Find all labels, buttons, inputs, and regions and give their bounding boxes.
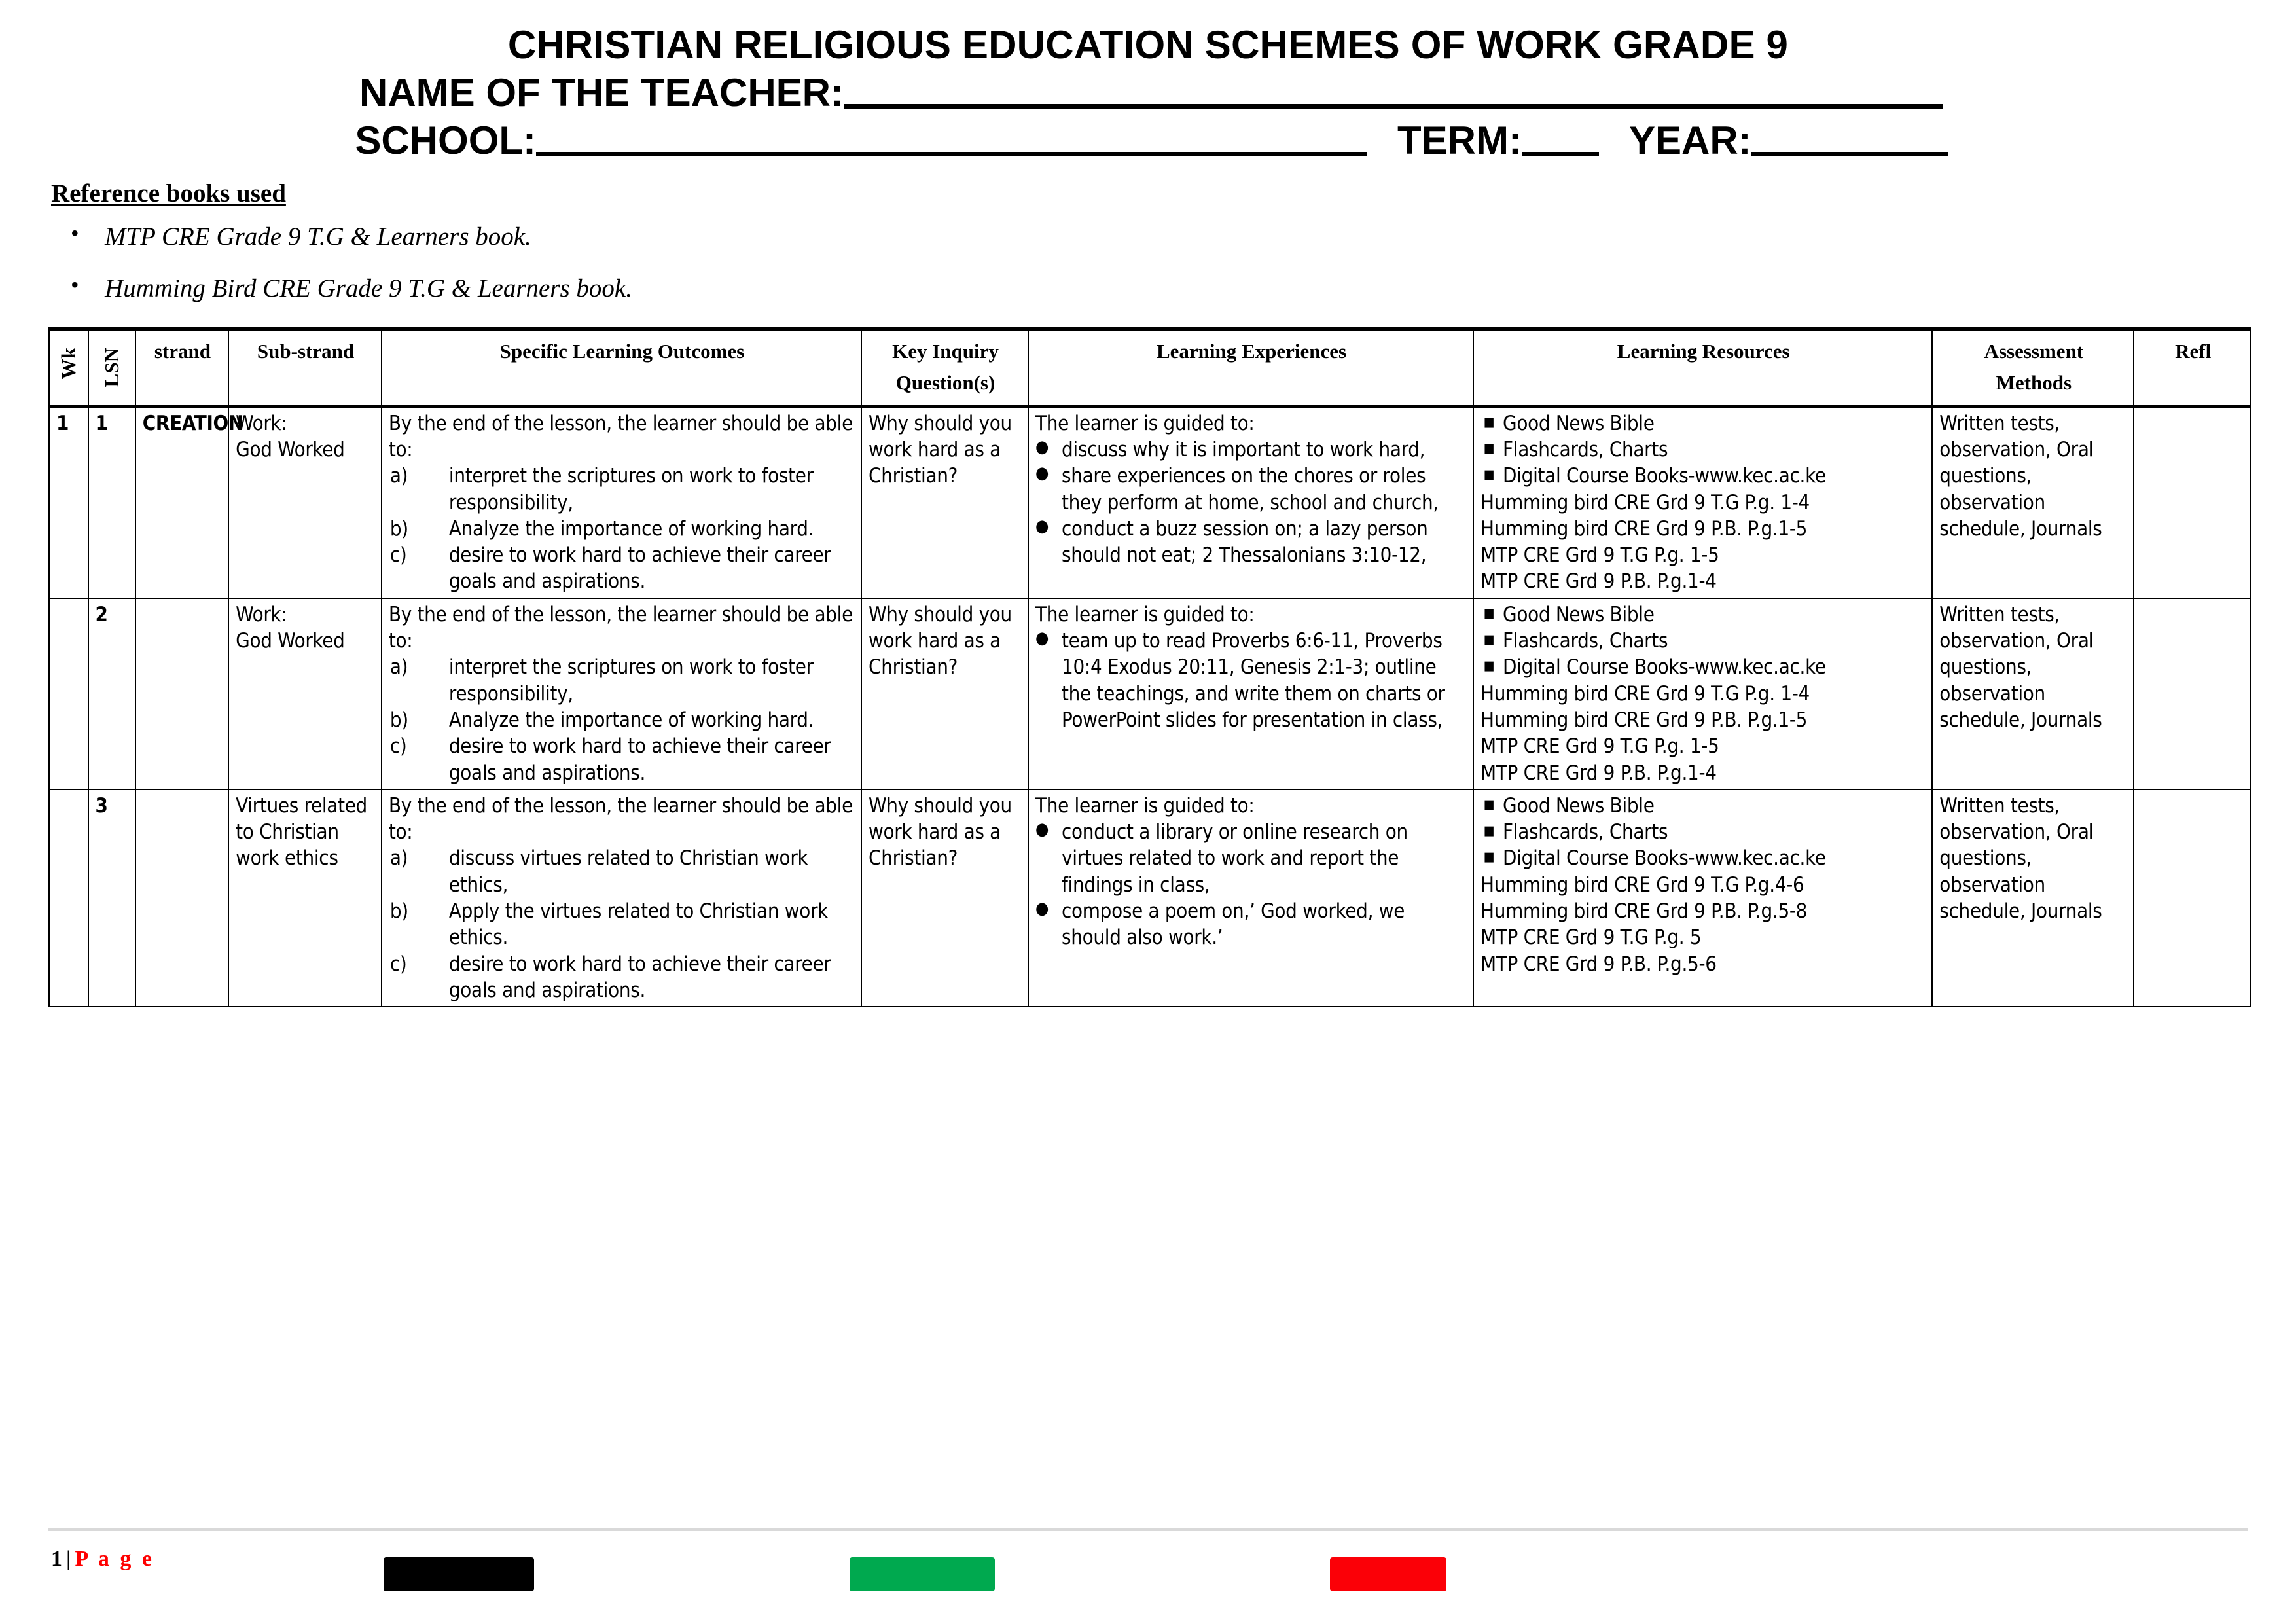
cell-specific-learning-outcomes bbox=[382, 789, 861, 1007]
column-header-sub-strand: Sub-strand bbox=[228, 329, 382, 406]
cell-learning-resources bbox=[1473, 789, 1932, 1007]
le-intro: The learner is guided to: bbox=[1035, 411, 1255, 435]
slo-item: desire to work hard to achieve their career goals and aspirations. bbox=[448, 543, 831, 594]
lr-line: MTP CRE Grd 9 P.B. P.g.5-6 bbox=[1480, 952, 1717, 976]
lr-bullet-item: ▪ Digital Course Books-www.kec.ac.ke bbox=[1480, 463, 1926, 489]
lr-bullet-item: ▪ Good News Bible bbox=[1480, 410, 1926, 437]
lr-line: Humming bird CRE Grd 9 T.G P.g. 1-4 bbox=[1480, 681, 1810, 706]
lr-bullet-item: ▪ Flashcards, Charts bbox=[1480, 437, 1926, 463]
slo-intro: By the end of the lesson, the learner should be able to: bbox=[388, 602, 853, 653]
slo-item: desire to work hard to achieve their career goals and aspirations. bbox=[448, 952, 831, 1002]
lr-line: MTP CRE Grd 9 P.B. P.g.1-4 bbox=[1480, 569, 1717, 594]
le-intro: The learner is guided to: bbox=[1035, 602, 1255, 626]
red-swatch bbox=[1330, 1557, 1446, 1591]
column-header-key-inquiry-questions bbox=[861, 329, 1028, 406]
slo-item: interpret the scriptures on work to foster responsibility, bbox=[448, 655, 814, 706]
teacher-blank-rule[interactable] bbox=[844, 104, 1943, 109]
term-label: TERM: bbox=[1397, 118, 1522, 162]
schemes-of-work-table bbox=[48, 327, 2251, 1007]
lr-plain-lines bbox=[1480, 872, 1926, 977]
cell-key-inquiry-question: Why should you work hard as a Christian? bbox=[861, 789, 1028, 1007]
slo-item: Analyze the importance of working hard. bbox=[448, 708, 814, 732]
lr-plain-lines bbox=[1480, 681, 1926, 786]
slo-item: discuss virtues related to Christian work ethics, bbox=[448, 846, 808, 897]
school-label: SCHOOL: bbox=[355, 118, 536, 162]
cell-refl[interactable] bbox=[2134, 598, 2251, 789]
cell-refl[interactable] bbox=[2134, 406, 2251, 598]
column-header-strand: strand bbox=[135, 329, 228, 406]
teacher-name-field-line bbox=[0, 69, 2296, 117]
slo-list bbox=[389, 463, 855, 594]
table-row bbox=[49, 406, 2251, 598]
le-list bbox=[1035, 437, 1467, 568]
year-blank-rule[interactable] bbox=[1751, 152, 1948, 156]
cell-assessment-methods: Written tests, observation, Oral questions, observation schedule, Journals bbox=[1932, 789, 2134, 1007]
table-body bbox=[49, 406, 2251, 1007]
document-header bbox=[0, 0, 2296, 164]
lr-line: Humming bird CRE Grd 9 P.B. P.g.5-8 bbox=[1480, 899, 1808, 924]
column-header-assessment-line2: Methods bbox=[1996, 371, 2072, 395]
cell-strand bbox=[135, 789, 228, 1007]
slo-list bbox=[389, 654, 855, 785]
lr-line: Humming bird CRE Grd 9 P.B. P.g.1-5 bbox=[1480, 708, 1808, 732]
footer-divider bbox=[48, 1528, 2248, 1531]
lr-line: Humming bird CRE Grd 9 T.G P.g.4-6 bbox=[1480, 873, 1804, 897]
cell-lsn: 1 bbox=[88, 406, 135, 598]
column-header-assessment-methods bbox=[1932, 329, 2134, 406]
column-header-learning-resources: Learning Resources bbox=[1473, 329, 1932, 406]
le-intro: The learner is guided to: bbox=[1035, 793, 1255, 818]
lr-line: MTP CRE Grd 9 T.G P.g. 1-5 bbox=[1480, 543, 1719, 568]
page-number-separator: | bbox=[66, 1547, 71, 1571]
lr-bullet-item: ▪ Digital Course Books-www.kec.ac.ke bbox=[1480, 845, 1926, 871]
slo-item: desire to work hard to achieve their career goals and aspirations. bbox=[448, 734, 831, 785]
cell-learning-experiences bbox=[1028, 789, 1473, 1007]
cell-specific-learning-outcomes bbox=[382, 598, 861, 789]
lr-line: Humming bird CRE Grd 9 P.B. P.g.1-5 bbox=[1480, 516, 1808, 541]
cell-learning-experiences bbox=[1028, 406, 1473, 598]
lr-bullet-list bbox=[1480, 410, 1926, 490]
lr-bullet-list bbox=[1480, 793, 1926, 872]
cell-sub-strand bbox=[228, 598, 382, 789]
lr-bullet-item: ▪ Flashcards, Charts bbox=[1480, 819, 1926, 845]
page-word-label: P a g e bbox=[75, 1547, 154, 1571]
page-footer bbox=[0, 1519, 2296, 1624]
list-item: • Humming Bird CRE Grade 9 T.G & Learners book. bbox=[51, 276, 2296, 301]
slo-item: Apply the virtues related to Christian work ethics. bbox=[448, 899, 829, 950]
lr-line: MTP CRE Grd 9 T.G P.g. 1-5 bbox=[1480, 734, 1719, 759]
school-term-year-line bbox=[0, 117, 2296, 164]
column-header-lsn bbox=[88, 329, 135, 406]
green-swatch bbox=[850, 1557, 995, 1591]
sub-strand-line: Work: bbox=[236, 411, 287, 435]
column-header-assessment-line1: Assessment bbox=[1984, 340, 2084, 363]
lr-line: MTP CRE Grd 9 P.B. P.g.1-4 bbox=[1480, 761, 1717, 785]
page-number-value: 1 bbox=[51, 1547, 62, 1571]
table-row bbox=[49, 789, 2251, 1007]
page-number-indicator bbox=[51, 1547, 154, 1572]
column-header-lsn-label: LSN bbox=[99, 348, 123, 388]
slo-item: Analyze the importance of working hard. bbox=[448, 516, 814, 541]
lr-bullet-item: ▪ Good News Bible bbox=[1480, 602, 1926, 628]
cell-assessment-methods: Written tests, observation, Oral questions, observation schedule, Journals bbox=[1932, 598, 2134, 789]
cell-lsn: 3 bbox=[88, 789, 135, 1007]
school-blank-rule[interactable] bbox=[536, 152, 1367, 156]
schemes-table-wrapper bbox=[48, 327, 2251, 1007]
column-header-refl: Refl bbox=[2134, 329, 2251, 406]
term-blank-rule[interactable] bbox=[1522, 152, 1599, 156]
le-list bbox=[1035, 819, 1467, 950]
list-item: • MTP CRE Grade 9 T.G & Learners book. bbox=[51, 224, 2296, 249]
cell-wk bbox=[49, 598, 88, 789]
column-header-wk-label: Wk bbox=[56, 348, 80, 380]
column-header-kiq-line2: Question(s) bbox=[895, 371, 996, 395]
le-item: ● compose a poem on,’ God worked, we should also work.’ bbox=[1035, 898, 1467, 951]
teacher-label: NAME OF THE TEACHER: bbox=[359, 70, 844, 115]
reference-books-section bbox=[51, 179, 2296, 301]
lr-bullet-item: ▪ Flashcards, Charts bbox=[1480, 628, 1926, 654]
le-item: ● team up to read Proverbs 6:6-11, Proverbs 10:4 Exodus 20:11, Genesis 2:1-3; outline the teachings, and write them on charts or PowerPoint slides for presentation in class, bbox=[1035, 628, 1467, 733]
cell-specific-learning-outcomes bbox=[382, 406, 861, 598]
cell-key-inquiry-question: Why should you work hard as a Christian? bbox=[861, 406, 1028, 598]
cell-wk bbox=[49, 789, 88, 1007]
lr-line: MTP CRE Grd 9 T.G P.g. 5 bbox=[1480, 926, 1702, 950]
le-item: ● share experiences on the chores or roles they perform at home, school and church, bbox=[1035, 463, 1467, 516]
cell-strand bbox=[135, 598, 228, 789]
cell-lsn: 2 bbox=[88, 598, 135, 789]
le-item: ● conduct a buzz session on; a lazy person should not eat; 2 Thessalonians 3:10-12, bbox=[1035, 516, 1467, 569]
le-item: ● conduct a library or online research on virtues related to work and report the findings in class, bbox=[1035, 819, 1467, 898]
cell-assessment-methods: Written tests, observation, Oral questions, observation schedule, Journals bbox=[1932, 406, 2134, 598]
year-label: YEAR: bbox=[1628, 118, 1751, 162]
slo-item: interpret the scriptures on work to foster responsibility, bbox=[448, 464, 814, 514]
column-header-wk bbox=[49, 329, 88, 406]
lr-bullet-item: ▪ Good News Bible bbox=[1480, 793, 1926, 819]
column-header-kiq-line1: Key Inquiry bbox=[892, 340, 999, 363]
lr-bullet-list bbox=[1480, 602, 1926, 681]
lr-bullet-item: ▪ Digital Course Books-www.kec.ac.ke bbox=[1480, 654, 1926, 680]
le-list bbox=[1035, 628, 1467, 733]
lr-line: Humming bird CRE Grd 9 T.G P.g. 1-4 bbox=[1480, 490, 1810, 514]
cell-refl[interactable] bbox=[2134, 789, 2251, 1007]
black-swatch bbox=[384, 1557, 534, 1591]
reference-books-list bbox=[51, 224, 2296, 301]
sub-strand-line: Virtues related to Christian work ethics bbox=[236, 793, 367, 871]
sub-strand-line: Work: bbox=[236, 602, 287, 626]
lr-plain-lines bbox=[1480, 490, 1926, 595]
slo-intro: By the end of the lesson, the learner should be able to: bbox=[388, 793, 853, 844]
slo-intro: By the end of the lesson, the learner should be able to: bbox=[388, 411, 853, 461]
sub-strand-line: God Worked bbox=[236, 629, 345, 653]
cell-learning-resources bbox=[1473, 406, 1932, 598]
page-title: CHRISTIAN RELIGIOUS EDUCATION SCHEMES OF WORK GRADE 9 bbox=[507, 23, 1789, 67]
slo-list bbox=[389, 845, 855, 1003]
cell-strand: CREATION bbox=[135, 406, 228, 598]
sub-strand-line: God Worked bbox=[236, 437, 345, 461]
cell-key-inquiry-question: Why should you work hard as a Christian? bbox=[861, 598, 1028, 789]
table-row bbox=[49, 598, 2251, 789]
table-header-row bbox=[49, 329, 2251, 406]
cell-learning-experiences bbox=[1028, 598, 1473, 789]
cell-learning-resources bbox=[1473, 598, 1932, 789]
column-header-specific-learning-outcomes: Specific Learning Outcomes bbox=[382, 329, 861, 406]
cell-wk: 1 bbox=[49, 406, 88, 598]
reference-books-heading: Reference books used bbox=[51, 179, 286, 208]
le-item: ● discuss why it is important to work hard, bbox=[1035, 437, 1467, 463]
cell-sub-strand bbox=[228, 406, 382, 598]
cell-sub-strand bbox=[228, 789, 382, 1007]
column-header-learning-experiences: Learning Experiences bbox=[1028, 329, 1473, 406]
